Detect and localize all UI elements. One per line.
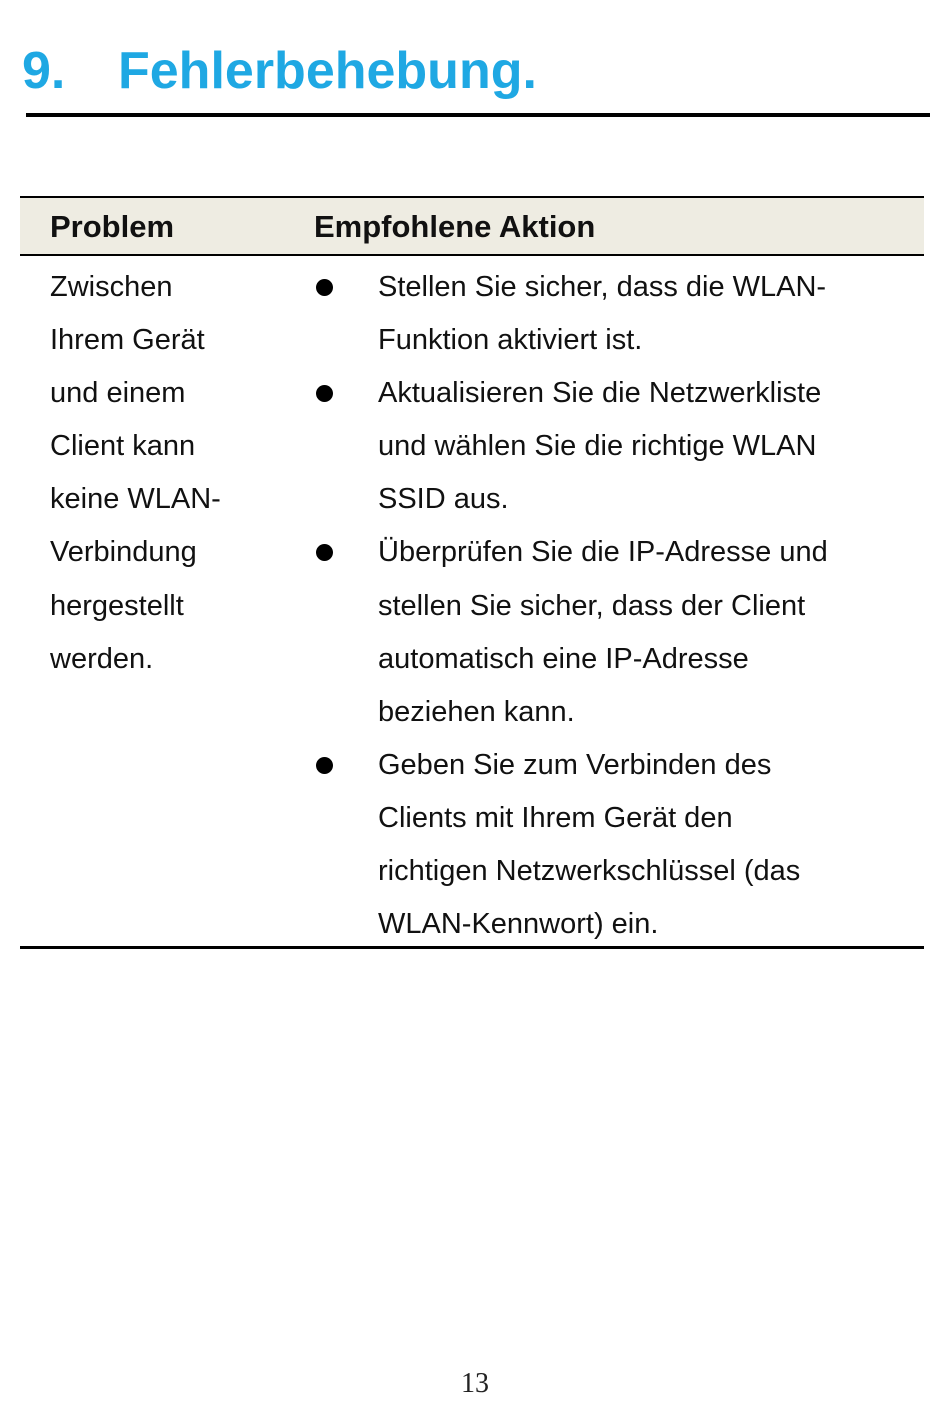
action-item	[316, 739, 916, 951]
action-text	[378, 367, 916, 526]
action-list	[316, 261, 916, 951]
action-text	[378, 739, 916, 951]
heading-rule	[26, 113, 930, 117]
problem-cell	[50, 261, 290, 686]
problem-line: und einem	[50, 377, 186, 410]
action-line: WLAN-Kennwort) ein.	[378, 908, 659, 941]
column-header-problem: Problem	[50, 209, 175, 244]
section-heading	[22, 38, 537, 104]
action-line: SSID aus.	[378, 483, 509, 516]
problem-line: keine WLAN-	[50, 483, 221, 516]
problem-line: Client kann	[50, 430, 196, 463]
problem-line: Verbindung	[50, 536, 197, 569]
action-line: stellen Sie sicher, dass der Client	[378, 589, 806, 622]
action-line: Clients mit Ihrem Gerät den	[378, 801, 733, 834]
action-item	[316, 367, 916, 526]
bullet-icon	[316, 279, 333, 296]
action-line: Überprüfen Sie die IP-Adresse und	[378, 536, 828, 569]
troubleshooting-table	[20, 196, 924, 949]
problem-line: werden.	[50, 642, 154, 675]
bullet-icon	[316, 544, 333, 561]
section-title: Fehlerbehebung.	[118, 42, 537, 100]
action-text	[378, 261, 916, 367]
action-line: Geben Sie zum Verbinden des	[378, 748, 772, 781]
table-header	[20, 198, 924, 256]
action-line: Stellen Sie sicher, dass die WLAN-	[378, 271, 827, 303]
problem-line: hergestellt	[50, 589, 184, 622]
table-row	[20, 256, 924, 946]
action-item	[316, 526, 916, 738]
bullet-icon	[316, 757, 333, 774]
column-header-action: Empfohlene Aktion	[314, 209, 596, 244]
problem-line: Zwischen	[50, 271, 173, 303]
section-number: 9.	[22, 42, 66, 100]
bullet-icon	[316, 385, 333, 402]
page-number: 13	[461, 1368, 489, 1399]
action-line: Aktualisieren Sie die Netzwerkliste	[378, 377, 822, 410]
action-line: Funktion aktiviert ist.	[378, 324, 643, 357]
problem-line: Ihrem Gerät	[50, 324, 205, 357]
action-line: automatisch eine IP-Adresse	[378, 642, 749, 675]
action-text	[378, 526, 916, 738]
action-item	[316, 261, 916, 367]
action-line: beziehen kann.	[378, 695, 575, 728]
action-line: richtigen Netzwerkschlüssel (das	[378, 855, 801, 888]
action-line: und wählen Sie die richtige WLAN	[378, 430, 817, 463]
